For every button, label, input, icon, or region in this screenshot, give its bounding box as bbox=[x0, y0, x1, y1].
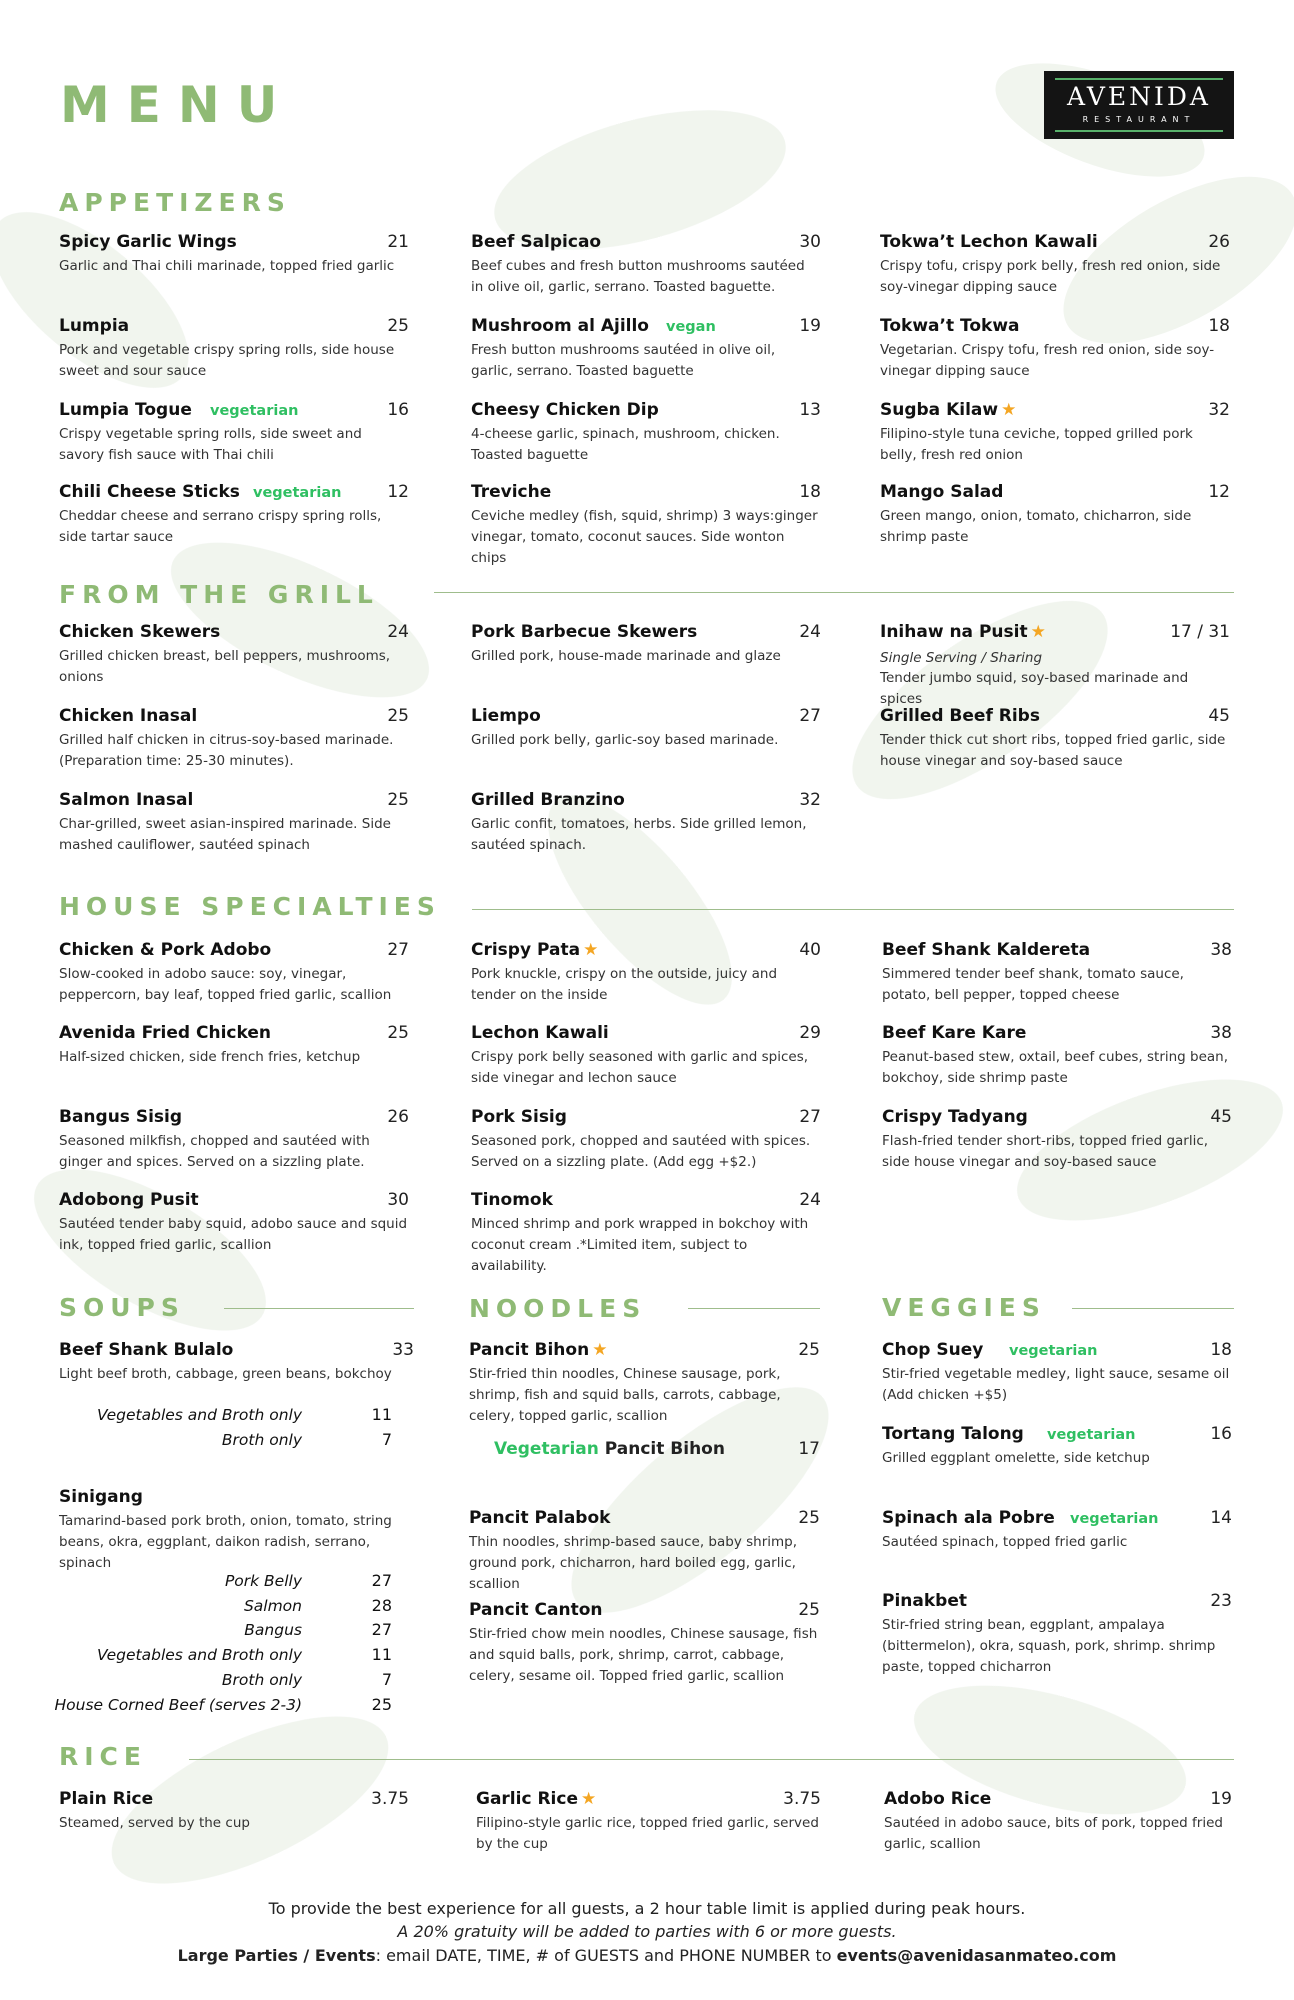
item-name-text: Adobong Pusit bbox=[59, 1190, 199, 1210]
option-price: 11 bbox=[371, 1405, 392, 1424]
item-name bbox=[469, 1599, 603, 1621]
item-name-text: Chili Cheese Sticks bbox=[59, 482, 240, 502]
menu-item bbox=[59, 1486, 414, 1571]
item-name-text: Liempo bbox=[471, 706, 541, 726]
item-price: 32 bbox=[799, 790, 821, 810]
item-price: 17 / 31 bbox=[1170, 622, 1230, 642]
item-name bbox=[476, 1788, 596, 1810]
item-name-text: Adobo Rice bbox=[884, 1789, 992, 1809]
item-description: Flash-fried tender short-ribs, topped fried garlic, side house vinegar and soy-based sauce bbox=[882, 1133, 1209, 1170]
item-name bbox=[59, 1106, 182, 1128]
item-price: 12 bbox=[387, 482, 409, 502]
menu-item bbox=[471, 939, 821, 1019]
item-name-text: Sinigang bbox=[59, 1487, 143, 1507]
item-name bbox=[471, 481, 551, 503]
item-name bbox=[882, 1507, 1055, 1529]
menu-item bbox=[880, 231, 1230, 311]
footer-large-parties bbox=[0, 1944, 1294, 1968]
price-option bbox=[59, 1618, 414, 1642]
item-name bbox=[59, 1339, 233, 1361]
item-name-text: Lechon Kawali bbox=[471, 1023, 609, 1043]
item-price: 30 bbox=[387, 1190, 409, 1210]
item-price: 3.75 bbox=[371, 1789, 409, 1809]
divider bbox=[472, 909, 1234, 910]
item-name bbox=[59, 1788, 153, 1810]
logo-name: AVENIDA bbox=[1067, 82, 1211, 111]
section-heading-appetizers: APPETIZERS bbox=[59, 188, 291, 217]
divider bbox=[434, 592, 1234, 593]
item-price: 18 bbox=[1208, 316, 1230, 336]
item-name bbox=[882, 1106, 1028, 1128]
menu-item bbox=[471, 399, 821, 479]
item-name bbox=[59, 1486, 143, 1508]
item-description: Tender jumbo squid, soy-based marinade and spices bbox=[880, 670, 1189, 707]
item-name-text: Spinach ala Pobre bbox=[882, 1508, 1055, 1528]
item-name-text: Sugba Kilaw bbox=[880, 400, 999, 420]
price-option bbox=[59, 1668, 414, 1692]
menu-item bbox=[882, 1423, 1232, 1503]
divider bbox=[688, 1308, 820, 1309]
item-description: Garlic confit, tomatoes, herbs. Side grilled lemon, sautéed spinach. bbox=[471, 816, 807, 853]
item-price: 27 bbox=[799, 706, 821, 726]
menu-item bbox=[884, 1788, 1232, 1868]
item-name bbox=[59, 621, 220, 643]
menu-item bbox=[59, 481, 409, 561]
item-description: Crispy pork belly seasoned with garlic and spices, side vinegar and lechon sauce bbox=[471, 1049, 809, 1086]
item-price: 27 bbox=[387, 940, 409, 960]
item-description: Steamed, served by the cup bbox=[59, 1815, 250, 1831]
item-description: Stir-fried chow mein noodles, Chinese sausage, fish and squid balls, pork, shrimp, carrot, cabbage, celery, sesame oil. Topped fried garlic, scallion bbox=[469, 1626, 818, 1684]
item-description: Stir-fried vegetable medley, light sauce, sesame oil (Add chicken +$5) bbox=[882, 1366, 1230, 1403]
item-name-text: Beef Shank Bulalo bbox=[59, 1340, 234, 1360]
item-description: Half-sized chicken, side french fries, ketchup bbox=[59, 1049, 361, 1065]
item-description: 4-cheese garlic, spinach, mushroom, chicken. Toasted baguette bbox=[471, 426, 780, 463]
menu-item bbox=[469, 1599, 820, 1684]
divider bbox=[224, 1308, 414, 1309]
star-icon: ★ bbox=[1030, 622, 1046, 642]
item-name-text: Lumpia Togue bbox=[59, 400, 192, 420]
item-name bbox=[469, 1339, 607, 1361]
item-name-text: Chop Suey bbox=[882, 1340, 984, 1360]
item-name bbox=[59, 705, 197, 727]
option-label: Vegetables and Broth only bbox=[96, 1406, 302, 1424]
item-name-text: Chicken Skewers bbox=[59, 622, 221, 642]
menu-item bbox=[880, 481, 1230, 561]
item-name bbox=[469, 1507, 610, 1529]
item-description: Grilled pork belly, garlic-soy based marinade. bbox=[471, 732, 779, 748]
large-parties-label: Large Parties / Events bbox=[177, 1946, 376, 1965]
item-price: 27 bbox=[799, 1107, 821, 1127]
option-label: Vegetables and Broth only bbox=[96, 1646, 302, 1664]
item-name bbox=[882, 1022, 1026, 1044]
item-name-text: Grilled Branzino bbox=[471, 790, 625, 810]
item-name bbox=[471, 705, 541, 727]
menu-item bbox=[471, 1189, 821, 1274]
item-price: 25 bbox=[387, 316, 409, 336]
menu-item bbox=[469, 1507, 820, 1592]
item-name-text: Crispy Pata bbox=[471, 940, 581, 960]
item-name bbox=[59, 789, 193, 811]
item-name-text: Cheesy Chicken Dip bbox=[471, 400, 659, 420]
section-heading-grill: FROM THE GRILL bbox=[59, 580, 379, 609]
item-price: 38 bbox=[1210, 940, 1232, 960]
item-name bbox=[471, 1106, 567, 1128]
item-price: 45 bbox=[1208, 706, 1230, 726]
item-description: Filipino-style garlic rice, topped fried garlic, served by the cup bbox=[476, 1815, 819, 1852]
item-description: Tender thick cut short ribs, topped fried garlic, side house vinegar and soy-based sauce bbox=[880, 732, 1226, 769]
item-name bbox=[59, 939, 271, 961]
item-name bbox=[880, 481, 1003, 503]
item-price: 16 bbox=[1210, 1424, 1232, 1444]
option-label: Broth only bbox=[221, 1431, 302, 1449]
item-name-text: Chicken & Pork Adobo bbox=[59, 940, 272, 960]
item-price: 24 bbox=[799, 622, 821, 642]
item-description: Pork knuckle, crispy on the outside, juicy and tender on the inside bbox=[471, 966, 778, 1003]
menu-item bbox=[59, 231, 409, 311]
item-price: 32 bbox=[1208, 400, 1230, 420]
item-price: 38 bbox=[1210, 1023, 1232, 1043]
option-price: 7 bbox=[381, 1430, 392, 1449]
item-name-text: Salmon Inasal bbox=[59, 790, 194, 810]
item-name bbox=[882, 1423, 1024, 1445]
option-label: House Corned Beef (serves 2-3) bbox=[54, 1696, 302, 1714]
price-option bbox=[59, 1428, 414, 1452]
item-name bbox=[880, 231, 1098, 253]
menu-item bbox=[59, 939, 409, 1019]
option-label: Bangus bbox=[244, 1621, 302, 1639]
item-name bbox=[471, 315, 649, 337]
item-name bbox=[882, 1339, 983, 1361]
star-icon: ★ bbox=[1001, 400, 1017, 420]
option-price: 25 bbox=[371, 1695, 392, 1714]
item-name bbox=[884, 1788, 991, 1810]
menu-title: MENU bbox=[60, 76, 295, 134]
item-name-text: Tortang Talong bbox=[882, 1424, 1024, 1444]
menu-item bbox=[59, 399, 409, 479]
item-name-text: Inihaw na Pusit bbox=[880, 622, 1028, 642]
menu-item bbox=[471, 315, 821, 395]
item-name bbox=[471, 789, 625, 811]
item-price: 19 bbox=[1210, 1789, 1232, 1809]
item-name-text: Pinakbet bbox=[882, 1591, 967, 1611]
item-description: Fresh button mushrooms sautéed in olive oil, garlic, serrano. Toasted baguette bbox=[471, 342, 776, 379]
item-name bbox=[59, 399, 192, 421]
item-description: Green mango, onion, tomato, chicharron, side shrimp paste bbox=[880, 508, 1192, 545]
menu-item bbox=[471, 231, 821, 311]
item-name bbox=[471, 621, 697, 643]
item-name-text: Pancit Palabok bbox=[469, 1508, 611, 1528]
item-name-text: Tokwa’t Lechon Kawali bbox=[880, 232, 1098, 252]
option-price: 28 bbox=[371, 1596, 392, 1615]
item-description: Crispy vegetable spring rolls, side sweet and savory fish sauce with Thai chili bbox=[59, 426, 362, 463]
item-name-text: Garlic Rice bbox=[476, 1789, 578, 1809]
item-description: Light beef broth, cabbage, green beans, bokchoy bbox=[59, 1366, 392, 1382]
item-name bbox=[471, 399, 659, 421]
menu-item bbox=[882, 1106, 1232, 1186]
item-name bbox=[471, 1022, 609, 1044]
item-price: 18 bbox=[1210, 1340, 1232, 1360]
divider bbox=[189, 1759, 1234, 1760]
section-heading-soups: SOUPS bbox=[59, 1293, 185, 1322]
item-description: Slow-cooked in adobo sauce: soy, vinegar, peppercorn, bay leaf, topped fried garlic, scallion bbox=[59, 966, 392, 1003]
item-price: 19 bbox=[799, 316, 821, 336]
menu-item bbox=[882, 1022, 1232, 1102]
item-description: Grilled pork, house-made marinade and glaze bbox=[471, 648, 781, 664]
item-price: 26 bbox=[1208, 232, 1230, 252]
item-description: Simmered tender beef shank, tomato sauce, potato, bell pepper, topped cheese bbox=[882, 966, 1184, 1003]
item-name bbox=[59, 315, 129, 337]
dietary-tag: vegetarian bbox=[253, 485, 342, 501]
item-name-text: Crispy Tadyang bbox=[882, 1107, 1028, 1127]
item-description: Grilled eggplant omelette, side ketchup bbox=[882, 1450, 1150, 1466]
item-name-text: Treviche bbox=[471, 482, 552, 502]
item-name-text: Pork Sisig bbox=[471, 1107, 567, 1127]
item-price: 30 bbox=[799, 232, 821, 252]
option-price: 11 bbox=[371, 1645, 392, 1664]
item-description: Seasoned pork, chopped and sautéed with spices. Served on a sizzling plate. (Add egg +$2.) bbox=[471, 1133, 811, 1170]
item-price: 14 bbox=[1210, 1508, 1232, 1528]
item-description: Garlic and Thai chili marinade, topped fried garlic bbox=[59, 258, 395, 274]
item-name bbox=[59, 481, 240, 503]
item-description: Crispy tofu, crispy pork belly, fresh red onion, side soy-vinegar dipping sauce bbox=[880, 258, 1221, 295]
item-name bbox=[471, 939, 598, 961]
section-heading-rice: RICE bbox=[59, 1742, 147, 1771]
section-heading-noodles: NOODLES bbox=[469, 1294, 647, 1323]
logo-subtitle: RESTAURANT bbox=[1082, 115, 1196, 124]
item-name-text: Chicken Inasal bbox=[59, 706, 198, 726]
star-icon: ★ bbox=[583, 940, 599, 960]
item-name-text: Beef Kare Kare bbox=[882, 1023, 1027, 1043]
item-description: Sautéed tender baby squid, adobo sauce and squid ink, topped fried garlic, scallion bbox=[59, 1216, 408, 1253]
item-description: Filipino-style tuna ceviche, topped grilled pork belly, fresh red onion bbox=[880, 426, 1193, 463]
item-name-text: Tinomok bbox=[471, 1190, 553, 1210]
vegetarian-tag: Vegetarian bbox=[494, 1439, 599, 1459]
item-description: Stir-fried string bean, eggplant, ampalaya (bittermelon), okra, squash, pork, shrimp. shrimp paste, topped chicharron bbox=[882, 1617, 1216, 1675]
item-description: Tamarind-based pork broth, onion, tomato, string beans, okra, eggplant, daikon radish, serrano, spinach bbox=[59, 1513, 392, 1571]
item-name: Pancit Bihon bbox=[604, 1439, 725, 1459]
price-option bbox=[59, 1403, 414, 1427]
item-price: 23 bbox=[1210, 1591, 1232, 1611]
vegetarian-pancit-bihon bbox=[494, 1438, 725, 1460]
menu-item bbox=[471, 705, 821, 785]
menu-item bbox=[471, 481, 821, 566]
item-description: Vegetarian. Crispy tofu, fresh red onion, side soy-vinegar dipping sauce bbox=[880, 342, 1215, 379]
item-description: Grilled half chicken in citrus-soy-based marinade. (Preparation time: 25-30 minutes). bbox=[59, 732, 394, 769]
item-description: Sautéed spinach, topped fried garlic bbox=[882, 1534, 1128, 1550]
menu-item bbox=[59, 1106, 409, 1186]
item-description: Minced shrimp and pork wrapped in bokchoy with coconut cream .*Limited item, subject to availability. bbox=[471, 1216, 809, 1274]
large-parties-text: : email DATE, TIME, # of GUESTS and PHONE NUMBER to bbox=[375, 1946, 837, 1965]
menu-item bbox=[476, 1788, 821, 1868]
option-price: 27 bbox=[371, 1620, 392, 1639]
item-price: 24 bbox=[799, 1190, 821, 1210]
item-name bbox=[59, 1022, 271, 1044]
item-name-text: Bangus Sisig bbox=[59, 1107, 183, 1127]
item-name-text: Pork Barbecue Skewers bbox=[471, 622, 698, 642]
menu-item bbox=[59, 1189, 409, 1269]
item-price: 16 bbox=[387, 400, 409, 420]
item-price: 25 bbox=[798, 1600, 820, 1620]
events-email-link[interactable]: events@avenidasanmateo.com bbox=[836, 1946, 1117, 1965]
item-name-text: Mushroom al Ajillo bbox=[471, 316, 649, 336]
item-name bbox=[880, 621, 1046, 643]
menu-item bbox=[880, 315, 1230, 395]
item-description: Peanut-based stew, oxtail, beef cubes, string bean, bokchoy, side shrimp paste bbox=[882, 1049, 1229, 1086]
menu-item bbox=[471, 621, 821, 701]
item-name-text: Beef Shank Kaldereta bbox=[882, 940, 1091, 960]
section-heading-veggies: VEGGIES bbox=[882, 1293, 1046, 1322]
option-price: 7 bbox=[381, 1670, 392, 1689]
footer-gratuity: A 20% gratuity will be added to parties with 6 or more guests. bbox=[397, 1922, 897, 1941]
item-price: 24 bbox=[387, 622, 409, 642]
item-description: Grilled chicken breast, bell peppers, mushrooms, onions bbox=[59, 648, 391, 685]
item-name bbox=[882, 939, 1090, 961]
menu-item bbox=[59, 621, 409, 701]
item-price: 25 bbox=[798, 1508, 820, 1528]
item-price: 25 bbox=[798, 1340, 820, 1360]
option-label: Broth only bbox=[221, 1671, 302, 1689]
menu-item bbox=[471, 1106, 821, 1186]
star-icon: ★ bbox=[580, 1789, 597, 1809]
menu-item bbox=[880, 705, 1230, 785]
item-name-text: Grilled Beef Ribs bbox=[880, 706, 1040, 726]
option-label: Pork Belly bbox=[224, 1572, 302, 1590]
item-price: 12 bbox=[1208, 482, 1230, 502]
item-price: 40 bbox=[799, 940, 821, 960]
price-option bbox=[59, 1569, 414, 1593]
dietary-tag: vegetarian bbox=[1009, 1343, 1098, 1359]
price-option bbox=[59, 1643, 414, 1667]
option-label: Salmon bbox=[243, 1597, 302, 1615]
item-name-text: Pancit Canton bbox=[469, 1600, 603, 1620]
item-price: 25 bbox=[387, 1023, 409, 1043]
dietary-tag: vegetarian bbox=[210, 403, 299, 419]
item-name bbox=[880, 705, 1040, 727]
item-price: 13 bbox=[799, 400, 821, 420]
item-price: 25 bbox=[387, 790, 409, 810]
item-description: Pork and vegetable crispy spring rolls, side house sweet and sour sauce bbox=[59, 342, 395, 379]
star-icon: ★ bbox=[592, 1340, 608, 1360]
menu-item bbox=[469, 1339, 820, 1424]
item-price: 29 bbox=[799, 1023, 821, 1043]
option-price: 27 bbox=[371, 1571, 392, 1590]
item-name-text: Plain Rice bbox=[59, 1789, 154, 1809]
dietary-tag: vegetarian bbox=[1070, 1511, 1159, 1527]
menu-item bbox=[59, 1788, 409, 1868]
item-name-text: Beef Salpicao bbox=[471, 232, 602, 252]
item-name-text: Tokwa’t Tokwa bbox=[880, 316, 1020, 336]
item-price: 21 bbox=[387, 232, 409, 252]
item-name bbox=[880, 315, 1020, 337]
item-name-text: Lumpia bbox=[59, 316, 130, 336]
item-description: Sautéed in adobo sauce, bits of pork, topped fried garlic, scallion bbox=[884, 1815, 1223, 1852]
item-name bbox=[59, 1189, 199, 1211]
serving-options: Single Serving / Sharing bbox=[880, 650, 1043, 666]
item-price: 3.75 bbox=[783, 1789, 821, 1809]
item-price: 33 bbox=[392, 1340, 414, 1360]
price-option bbox=[59, 1594, 414, 1618]
menu-item bbox=[471, 1022, 821, 1102]
price-option bbox=[54, 1693, 414, 1717]
divider bbox=[1072, 1308, 1234, 1309]
menu-item bbox=[880, 621, 1230, 707]
item-description: Stir-fried thin noodles, Chinese sausage, pork, shrimp, fish and squid balls, carrots, cabbage, celery, topped garlic, scallion bbox=[469, 1366, 781, 1424]
item-price: 18 bbox=[799, 482, 821, 502]
menu-item bbox=[59, 705, 409, 785]
dietary-tag: vegetarian bbox=[1047, 1427, 1136, 1443]
item-name bbox=[471, 1189, 553, 1211]
item-name-text: Mango Salad bbox=[880, 482, 1004, 502]
menu-item bbox=[882, 1590, 1232, 1675]
item-description: Seasoned milkfish, chopped and sautéed with ginger and spices. Served on a sizzling plate. bbox=[59, 1133, 370, 1170]
section-heading-house: HOUSE SPECIALTIES bbox=[59, 892, 441, 921]
item-price: 17 bbox=[798, 1439, 820, 1459]
item-description: Beef cubes and fresh button mushrooms sautéed in olive oil, garlic, serrano. Toasted baguette. bbox=[471, 258, 805, 295]
item-name bbox=[471, 231, 601, 253]
item-name-text: Pancit Bihon bbox=[469, 1340, 590, 1360]
item-description: Thin noodles, shrimp-based sauce, baby shrimp, ground pork, chicharron, hard boiled egg, garlic, scallion bbox=[469, 1534, 798, 1592]
item-description: Ceviche medley (fish, squid, shrimp) 3 ways:ginger vinegar, tomato, coconut sauces. Side wonton chips bbox=[471, 508, 818, 566]
item-description: Char-grilled, sweet asian-inspired marinade. Side mashed cauliflower, sautéed spinach bbox=[59, 816, 391, 853]
menu-item bbox=[882, 939, 1232, 1019]
item-price: 45 bbox=[1210, 1107, 1232, 1127]
item-price: 26 bbox=[387, 1107, 409, 1127]
item-description: Cheddar cheese and serrano crispy spring rolls, side tartar sauce bbox=[59, 508, 382, 545]
dietary-tag: vegan bbox=[666, 319, 716, 335]
restaurant-logo bbox=[1044, 71, 1234, 139]
footer-table-limit: To provide the best experience for all guests, a 2 hour table limit is applied during peak hours. bbox=[268, 1899, 1026, 1918]
menu-item bbox=[59, 315, 409, 395]
menu-item bbox=[882, 1339, 1232, 1419]
item-name bbox=[880, 399, 1016, 421]
item-price: 25 bbox=[387, 706, 409, 726]
item-name bbox=[882, 1590, 967, 1612]
menu-item bbox=[59, 789, 409, 869]
item-name-text: Avenida Fried Chicken bbox=[59, 1023, 271, 1043]
menu-item bbox=[59, 1022, 409, 1102]
item-name bbox=[59, 231, 237, 253]
menu-item bbox=[880, 399, 1230, 479]
menu-item bbox=[471, 789, 821, 869]
menu-item bbox=[882, 1507, 1232, 1587]
item-name-text: Spicy Garlic Wings bbox=[59, 232, 237, 252]
